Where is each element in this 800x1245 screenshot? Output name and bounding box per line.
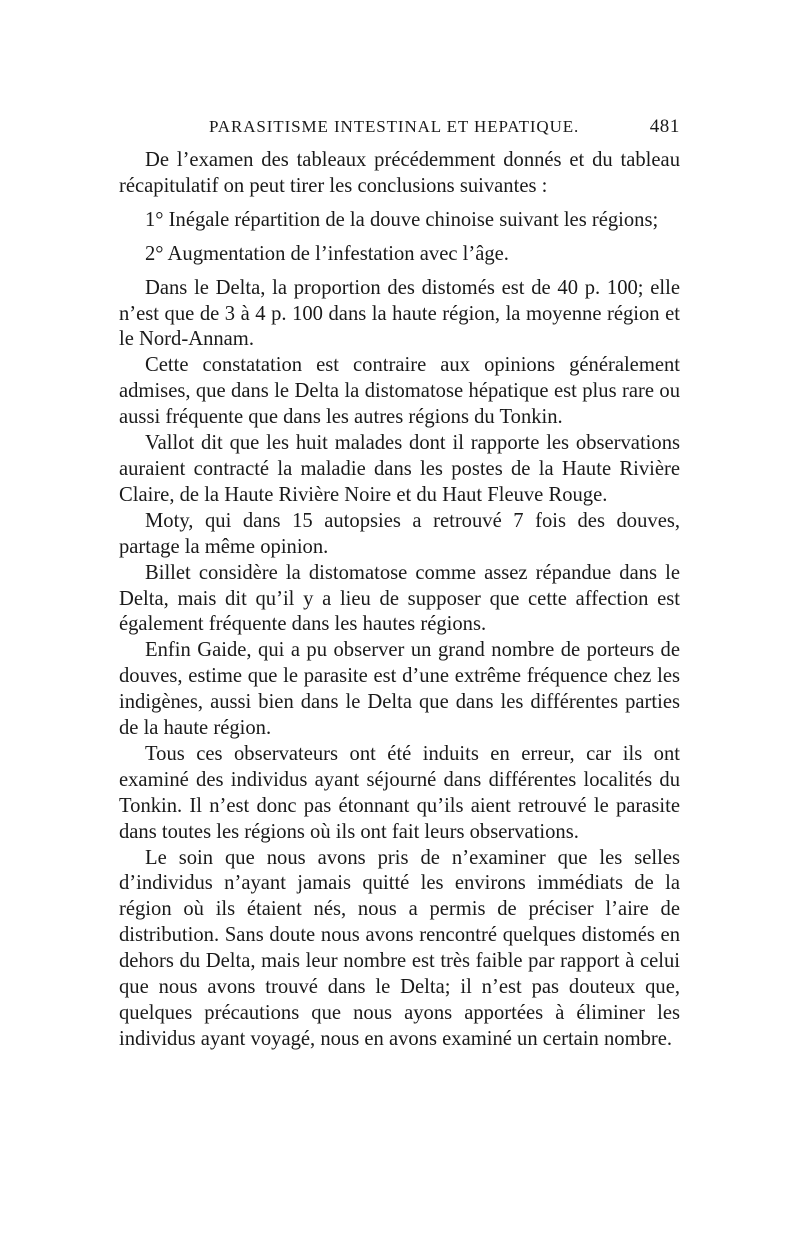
paragraph-intro: De l’examen des tableaux précédemment donnés et du tableau récapitulatif on peut tirer les conclusions suivantes : [119,149,680,197]
paragraph-soin: Le soin que nous avons pris de n’examiner que les selles d’individus n’ayant jamais quitté les environs immédiats de la région où ils étaient nés, nous a permis de préciser l’aire de distribution. Sans doute nous avons rencontré quelques distomés en dehors du Delta, mais leur nombre est très faible par rapport à celui que nous avons trouvé dans le Delta; il n’est pas douteux que, quelques précautions que nous ayons apportées à éliminer les individus ayant voyagé, nous en avons examiné un certain nombre. [119,846,680,1050]
conclusion-2: 2° Augmentation de l’infestation avec l’âge. [145,242,509,265]
paragraph-delta-proportion: Dans le Delta, la proportion des distomés est de 40 p. 100; elle n’est que de 3 à 4 p. 100 dans la haute région, la moyenne région et le Nord-Annam. [119,276,680,351]
paragraph-gaide: Enfin Gaide, qui a pu observer un grand nombre de porteurs de douves, estime que le parasite est d’une extrême fréquence chez les indigènes, aussi bien dans le Delta que dans les différentes parties de la haute région. [119,639,680,740]
conclusion-1: 1° Inégale répartition de la douve chinoise suivant les régions; [145,208,659,231]
book-page [119,116,680,1053]
paragraph-constatation: Cette constatation est contraire aux opinions généralement admises, que dans le Delta la distomatose hépatique est plus rare ou aussi fréquente que dans les autres régions du Tonkin. [119,354,680,429]
paragraph-observateurs: Tous ces observateurs ont été induits en erreur, car ils ont examiné des individus ayant séjourné dans différentes localités du Tonkin. Il n’est donc pas étonnant qu’ils aient retrouvé le parasite dans toutes les régions où ils ont fait leurs observations. [119,742,680,843]
paragraph-moty: Moty, qui dans 15 autopsies a retrouvé 7 fois des douves, partage la même opinion. [119,509,680,558]
running-title: PARASITISME INTESTINAL ET HEPATIQUE. [209,117,580,136]
running-header [119,116,680,138]
paragraph-billet: Billet considère la distomatose comme assez répandue dans le Delta, mais dit qu’il y a lieu de supposer que cette affection est également fréquente dans les hautes régions. [119,561,680,636]
paragraph-vallot: Vallot dit que les huit malades dont il rapporte les observations auraient contracté la maladie dans les postes de la Haute Rivière Claire, de la Haute Rivière Noire et du Haut Fleuve Rouge. [119,432,680,506]
page-number: 481 [649,116,680,137]
